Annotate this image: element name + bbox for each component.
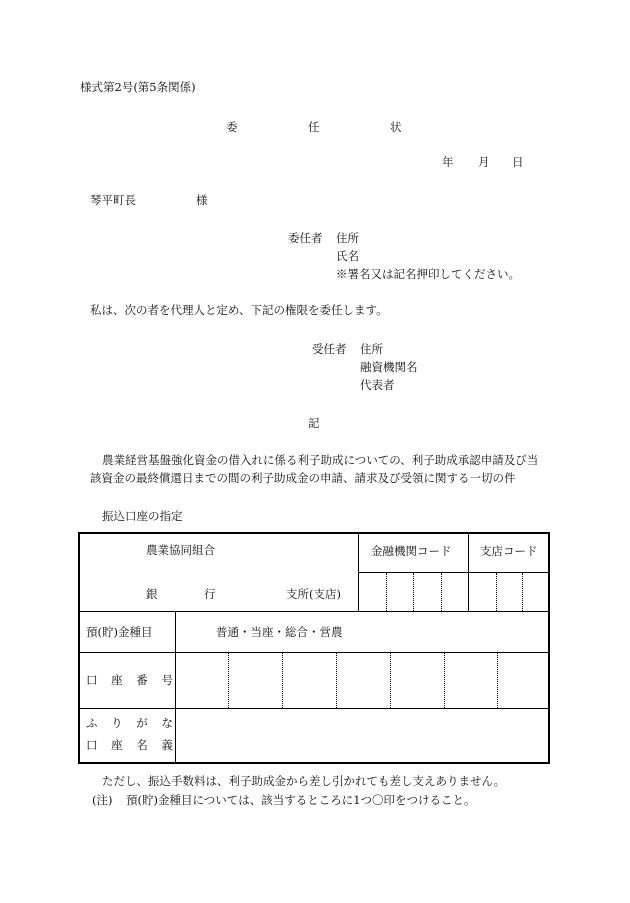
account-number-digit-divider bbox=[390, 653, 391, 708]
table-border-left bbox=[78, 532, 80, 764]
account-number-digit-divider bbox=[336, 653, 337, 708]
account-name-label: 口 座 名 義 bbox=[86, 738, 173, 752]
branch-code-digit-divider bbox=[496, 573, 497, 611]
coop-label: 農業協同組合 bbox=[146, 543, 215, 557]
bank-char-1: 銀 bbox=[146, 587, 158, 601]
institution-code-digit-divider bbox=[386, 573, 387, 611]
ki-heading: 記 bbox=[308, 416, 320, 430]
row-divider-2 bbox=[79, 652, 549, 653]
delegate-address-label: 住所 bbox=[360, 342, 383, 356]
branch-code-label: 支店コード bbox=[480, 544, 538, 558]
account-number-digit-divider bbox=[444, 653, 445, 708]
deposit-type-options: 普通・当座・総合・営農 bbox=[216, 625, 343, 639]
title-char-3: 状 bbox=[390, 120, 402, 134]
table-border-top bbox=[78, 532, 550, 534]
delegator-role: 委任者 bbox=[288, 231, 323, 245]
account-section-title: 振込口座の指定 bbox=[102, 509, 183, 523]
table-border-bottom bbox=[78, 762, 550, 764]
note-label: (注) bbox=[92, 793, 113, 807]
delegate-institution-label: 融資機関名 bbox=[360, 360, 418, 374]
title-char-1: 委 bbox=[226, 120, 238, 134]
label-column-divider bbox=[175, 612, 176, 763]
row-divider-1 bbox=[79, 611, 549, 612]
date-year-label: 年 bbox=[442, 155, 454, 169]
institution-code-label: 金融機関コード bbox=[371, 544, 452, 558]
deposit-type-label: 預(貯)金種目 bbox=[86, 625, 153, 639]
statement: 私は、次の者を代理人と定め、下記の権限を委任します。 bbox=[90, 303, 388, 317]
account-number-digit-divider bbox=[282, 653, 283, 708]
account-number-digit-divider bbox=[497, 653, 498, 708]
title-char-2: 任 bbox=[308, 120, 320, 134]
delegate-representative-label: 代表者 bbox=[360, 378, 395, 392]
code-group-divider bbox=[468, 533, 469, 612]
row-divider-3 bbox=[79, 708, 549, 709]
honorific: 様 bbox=[196, 193, 208, 207]
fee-note: ただし、振込手数料は、利子助成金から差し引かれても差し支えありません。 bbox=[102, 774, 506, 788]
delegator-note: ※署名又は記名押印してください。 bbox=[336, 267, 520, 281]
branch-label: 支所(支店) bbox=[286, 587, 341, 601]
delegator-name-label: 氏名 bbox=[336, 249, 359, 263]
date-month-label: 月 bbox=[478, 155, 490, 169]
account-number-digit-divider bbox=[228, 653, 229, 708]
account-number-label: 口 座 番 号 bbox=[86, 673, 173, 687]
note-text: 預(貯)金種目については、該当するところに1つ〇印をつけること。 bbox=[126, 793, 476, 807]
code-block-divider bbox=[358, 533, 359, 612]
table-border-right bbox=[548, 532, 550, 764]
bank-char-2: 行 bbox=[204, 587, 216, 601]
delegate-role: 受任者 bbox=[312, 342, 347, 356]
addressee: 琴平町長 bbox=[90, 193, 136, 207]
date-day-label: 日 bbox=[512, 155, 524, 169]
institution-code-digit-divider bbox=[441, 573, 442, 611]
furigana-label: ふ り が な bbox=[86, 716, 173, 730]
body-line-1: 農業経営基盤強化資金の借入れに係る利子助成についての、利子助成承認申請及び当 bbox=[102, 453, 539, 467]
delegator-address-label: 住所 bbox=[336, 231, 359, 245]
body-line-2: 該資金の最終償還日までの間の利子助成金の申請、請求及び受領に関する一切の件 bbox=[90, 471, 516, 485]
branch-code-digit-divider bbox=[522, 573, 523, 611]
form-number: 様式第2号(第5条関係) bbox=[80, 80, 196, 94]
institution-code-digit-divider bbox=[413, 573, 414, 611]
